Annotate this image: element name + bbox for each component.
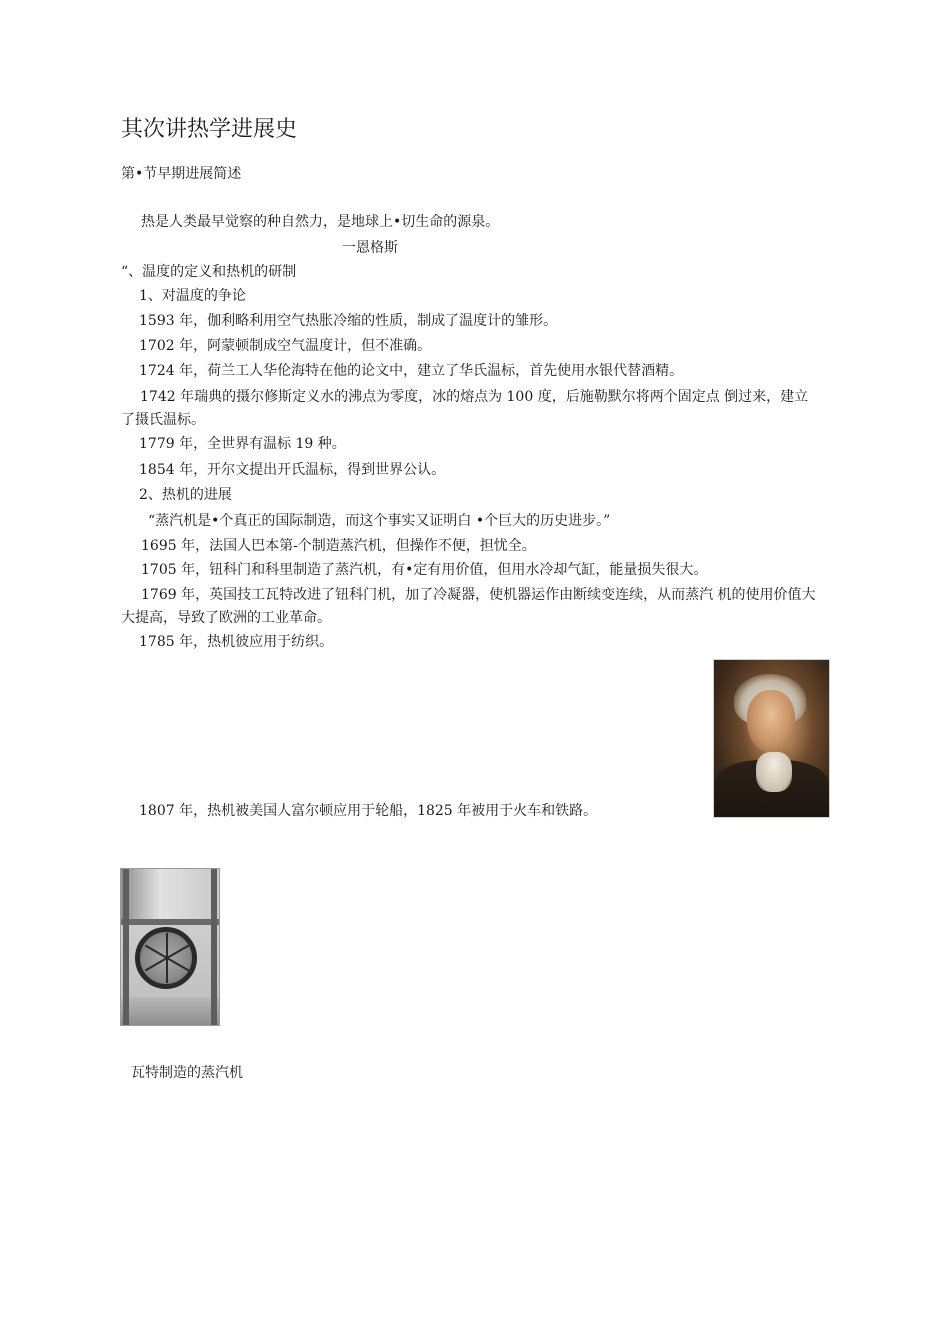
paragraph-1695: 1695 年，法国人巴本第-个制造蒸汽机，但操作不便，担忧全。 bbox=[141, 538, 536, 554]
watt-portrait-image bbox=[713, 659, 830, 818]
paragraph-1705: 1705 年，钮科门和科里制造了蒸汽机，有•定有用价值，但用水冷却气缸，能量损失很大。 bbox=[141, 562, 708, 578]
page-title: 其次讲热学进展史 bbox=[121, 117, 298, 142]
quote-text: 热是人类最早觉察的种自然力，是地球上•切生命的源泉。 bbox=[141, 214, 500, 230]
subheading-temperature: 1、对温度的争论 bbox=[139, 288, 246, 304]
paragraph-1593: 1593 年，伽利略利用空气热胀冷缩的性质，制成了温度计的雏形。 bbox=[139, 313, 558, 329]
paragraph-1724: 1724 年，荷兰工人华伦海特在他的论文中，建立了华氏温标，首先使用水银代替酒精。 bbox=[139, 363, 684, 379]
paragraph-1702: 1702 年，阿蒙顿制成空气温度计，但不准确。 bbox=[139, 338, 432, 354]
paragraph-1854: 1854 年，开尔文提出开氏温标，得到世界公认。 bbox=[139, 462, 446, 478]
paragraph-1785: 1785 年，热机彼应用于纺织。 bbox=[139, 634, 334, 650]
steam-engine-image bbox=[120, 868, 220, 1026]
section-title: 第•节早期进展简述 bbox=[121, 166, 242, 182]
paragraph-1779: 1779 年，全世界有温标 19 种。 bbox=[139, 436, 346, 452]
figure-caption: 瓦特制造的蒸汽机 bbox=[131, 1065, 243, 1081]
quote-author: 一恩格斯 bbox=[342, 240, 398, 256]
heading-temperature-and-engine: “、温度的定义和热机的研制 bbox=[121, 264, 297, 280]
paragraph-1769: 1769 年，英国技工瓦特改进了钮科门机，加了冷凝器，使机器运作由断续变连续，从而蒸汽 机的使用价值大大提高，导致了欧洲的工业革命。 bbox=[121, 587, 816, 626]
subheading-engine: 2、热机的进展 bbox=[139, 487, 232, 503]
paragraph-1742: 1742 年瑞典的摄尔修斯定义水的沸点为零度，冰的熔点为 100 度，后施勒默尔将两个固定点 倒过来，建立了摄氏温标。 bbox=[121, 389, 809, 428]
paragraph-1807: 1807 年，热机被美国人富尔顿应用于轮船，1825 年被用于火车和铁路。 bbox=[139, 803, 598, 819]
steam-engine-quote: “蒸汽机是•个真正的国际制造，而这个事实又证明白 •个巨大的历史进步。” bbox=[148, 513, 611, 529]
